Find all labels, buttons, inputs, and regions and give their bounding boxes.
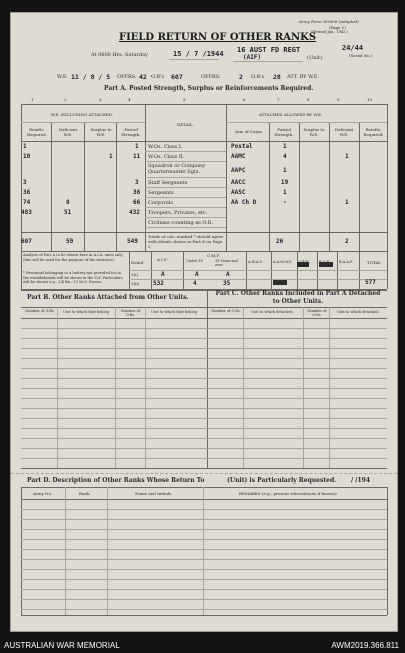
cell-arm: AA Ch D: [231, 199, 257, 206]
analysis-head: C.M.F.: [207, 253, 220, 258]
ruled-line: [21, 338, 387, 339]
cell-arm: AASC: [231, 189, 246, 196]
total-reinf: 607: [21, 238, 32, 245]
cell-reinf: 74: [23, 199, 31, 206]
we-label: W.E.: [57, 74, 69, 80]
totals-detail: Totals of cols. marked * should agree with details shown in Part E on Page 2: [148, 234, 224, 249]
part-c-col: Unit to which detached.: [337, 310, 380, 314]
cell-def: 51: [64, 209, 72, 216]
row-detail: W.Os. Class I.: [148, 144, 183, 150]
cell-r-def: 1: [345, 199, 349, 206]
part-c-col: Number of O.Rs.: [307, 309, 327, 317]
unit-sub-typed: (AIF): [243, 54, 262, 61]
col-head: Reinfts. Required.: [27, 127, 47, 137]
redaction-mark: [319, 262, 333, 267]
col-num: 2: [64, 97, 67, 102]
part-d-title-mid: (Unit) is Particularly Requested.: [227, 477, 337, 484]
ruled-line: [21, 589, 387, 590]
att-label: ATT. BY W.E.: [287, 74, 320, 80]
col-head: Deficient W.E.: [334, 127, 354, 137]
date-typed: 15 / 7 /1944: [173, 50, 224, 58]
col-num: 7: [277, 97, 280, 102]
part-d-col: Rank.: [79, 491, 91, 496]
analysis-o18: 35: [223, 280, 231, 287]
offrs2-label: OFFRS.: [201, 74, 221, 80]
serial-typed: 24/44: [342, 44, 364, 52]
ruled-line: [21, 539, 387, 540]
serial-label: (Serial No.): [349, 53, 373, 58]
analysis-head: A.A.M.W.S.: [273, 260, 293, 264]
cell-r-posted: 4: [283, 153, 287, 160]
part-d-col: Name and Initials.: [135, 491, 173, 496]
ruled-line: [21, 388, 387, 389]
ruled-line: [21, 529, 387, 530]
analysis-head: Detail: [131, 260, 144, 265]
cell-reinf: 1: [23, 143, 27, 150]
cell-arm: Postal: [231, 143, 253, 150]
ruled-line: [21, 418, 387, 419]
ruled-line: [21, 569, 387, 570]
ruled-line: [21, 368, 387, 369]
part-c-title: Part C. Other Ranks Included in Part A Detached to Other Units.: [215, 290, 381, 305]
col-num: 8: [307, 97, 310, 102]
cell-surp: 1: [109, 153, 113, 160]
ruled-line: [21, 559, 387, 560]
col-num: 5: [183, 97, 186, 102]
part-d-title-end: / /194: [351, 477, 370, 484]
unit-label: (Unit): [307, 55, 322, 61]
cell-posted: 1: [135, 143, 139, 150]
part-d-title: Part D. Description of Other Ranks Whose Return To: [27, 477, 205, 484]
form-reference: Army Form W3006 (Adapted): [299, 19, 359, 24]
cell-r-posted: 1: [283, 189, 287, 196]
ruled-line: [21, 599, 387, 600]
ruled-line: [21, 609, 387, 610]
ors2-label: O.R's: [251, 74, 265, 80]
part-b-title: Part B. Other Ranks Attached from Other Units.: [27, 294, 189, 301]
form-sheet: [10, 12, 398, 632]
revised-note: (Revised Jan., 1943.): [311, 30, 348, 34]
ors-label: O.R's: [151, 74, 165, 80]
cell-reinf: 3: [23, 179, 27, 186]
analysis-note: Analysis of Part A to be shown here in A.I.A. units only (this will be used for the purpose of the statistics).: [23, 253, 123, 262]
we-offrs: 42: [139, 73, 147, 81]
analysis-note-2: * Personnel belonging to a battery not provided for in the establishment will be shown in the Col. Particulars will be shown e.g., 2/4 Bn., 13 M.G. Forces.: [23, 271, 123, 284]
ruled-line: [21, 348, 387, 349]
col-head: Surplus to W.E.: [303, 127, 325, 137]
redaction-mark: [273, 280, 287, 285]
ruled-line: [21, 549, 387, 550]
we-ors: 607: [171, 73, 183, 81]
cell-r-posted: -: [283, 199, 287, 206]
att-offrs: 2: [239, 73, 243, 81]
row-detail: Civilians counting as O.R.: [148, 220, 214, 226]
analysis-u18: A: [195, 271, 199, 278]
col-head: Posted Strength.: [121, 127, 141, 137]
row-detail: Staff Sergeants: [148, 180, 188, 186]
ruled-line: [21, 509, 387, 510]
part-b-col: Number of O.Rs.: [25, 309, 55, 313]
total-posted: 549: [127, 238, 138, 245]
redaction-mark: [297, 262, 309, 267]
footer-archive-name: AUSTRALIAN WAR MEMORIAL: [4, 641, 120, 650]
ruled-line: [21, 448, 387, 449]
col-num: 9: [337, 97, 340, 102]
analysis-row-label: 2(i): [131, 272, 138, 277]
cell-posted: 3: [135, 179, 139, 186]
cell-r-posted: 1: [283, 167, 287, 174]
archive-footer: [0, 638, 405, 653]
analysis-aif: A: [161, 271, 165, 278]
part-b-col: Unit to which they belong: [151, 310, 198, 314]
ruled-line: [21, 328, 387, 329]
cell-reinf: 483: [21, 209, 32, 216]
footer-reference-id: AWM2019.366.811: [331, 641, 399, 650]
we-excl-header: W.E. EXCLUDING ATTACHED.: [51, 112, 114, 117]
ruled-line: [21, 458, 387, 459]
part-d-col: REMARKS (e.g., present whereabouts if known): [239, 491, 337, 496]
attached-header: ATTACHED ALLOWED BY W.E.: [259, 112, 323, 117]
col-num: 1: [31, 97, 34, 102]
ruled-line: [21, 408, 387, 409]
analysis-head: A.W.A.S.: [248, 260, 263, 264]
row-detail: W.Os. Class II.: [148, 154, 185, 160]
col-num: 6: [243, 97, 246, 102]
total-r-posted: 26: [276, 238, 284, 245]
at-hours-label: At 0600 Hrs. Saturday: [91, 52, 148, 58]
unit-typed: 16 AUST FD REGT: [237, 46, 301, 54]
att-ors: 28: [273, 73, 281, 81]
col-head: Reinfts. Required.: [363, 127, 384, 137]
col-head: Posted Strength.: [274, 127, 294, 137]
analysis-row-label: 2(ii): [131, 281, 140, 286]
col-num: 4: [128, 97, 131, 102]
cell-posted: 36: [133, 189, 141, 196]
cell-r-posted: 1: [283, 143, 287, 150]
ruled-line: [21, 519, 387, 520]
cell-r-def: 1: [345, 153, 349, 160]
analysis-aif: 532: [153, 280, 164, 287]
row-detail: Corporals: [148, 200, 173, 206]
col-head: Arm of Corps.: [234, 129, 264, 134]
we-date: 11 / 8 / 5: [71, 73, 111, 81]
analysis-head: R.A.A.F.: [339, 260, 354, 264]
ruled-line: [21, 438, 387, 439]
analysis-head: A.I.F.: [157, 257, 168, 262]
ruled-line: [21, 428, 387, 429]
analysis-total: 577: [365, 279, 376, 286]
page-reference: (Page 1): [329, 25, 346, 30]
col-head: Surplus to W.E.: [90, 127, 112, 137]
cell-posted: 66: [133, 199, 141, 206]
part-b-col: Number of O.Rs.: [120, 309, 141, 317]
analysis-head: TOTAL: [367, 260, 381, 265]
cell-posted: 11: [133, 153, 141, 160]
cell-r-posted: 19: [281, 179, 289, 186]
analysis-subhead: 18 Years and over: [215, 259, 238, 267]
cell-arm: AAPC: [231, 167, 246, 174]
analysis-u18: 4: [193, 280, 197, 287]
row-detail: Troopers, Privates, etc.: [148, 210, 208, 216]
row-detail: Squadron or Company Quartermaster Sgts.: [148, 163, 206, 175]
offrs-label: OFFRS.: [117, 74, 137, 80]
analysis-subhead: Under 18: [186, 259, 203, 263]
page-title: FIELD RETURN OF OTHER RANKS: [119, 32, 317, 43]
cell-posted: 432: [129, 209, 140, 216]
detail-header: DETAIL.: [177, 122, 194, 127]
col-num: 3: [99, 97, 102, 102]
ruled-line: [21, 398, 387, 399]
part-b-col: Unit to which they belong: [63, 310, 110, 314]
part-c-col: Number of O.Rs.: [211, 309, 241, 313]
total-r-def: 2: [345, 238, 349, 245]
cell-arm: AACC: [231, 179, 246, 186]
col-head: Deficient W.E.: [58, 127, 78, 137]
total-def: 59: [66, 238, 74, 245]
cell-reinf: 36: [23, 189, 31, 196]
cell-reinf: 10: [23, 153, 31, 160]
ruled-line: [21, 378, 387, 379]
ruled-line: [21, 358, 387, 359]
cell-def: 8: [66, 199, 70, 206]
part-c-col: Unit to which detached.: [251, 310, 294, 314]
part-d-col: Army No.: [33, 491, 53, 496]
row-detail: Sergeants: [148, 190, 174, 196]
ruled-line: [21, 579, 387, 580]
cell-arm: AAMC: [231, 153, 246, 160]
analysis-o18: A: [226, 271, 230, 278]
col-num: 10: [367, 97, 373, 102]
part-a-title: Part A. Posted Strength, Surplus or Reinforcements Required.: [104, 85, 314, 92]
